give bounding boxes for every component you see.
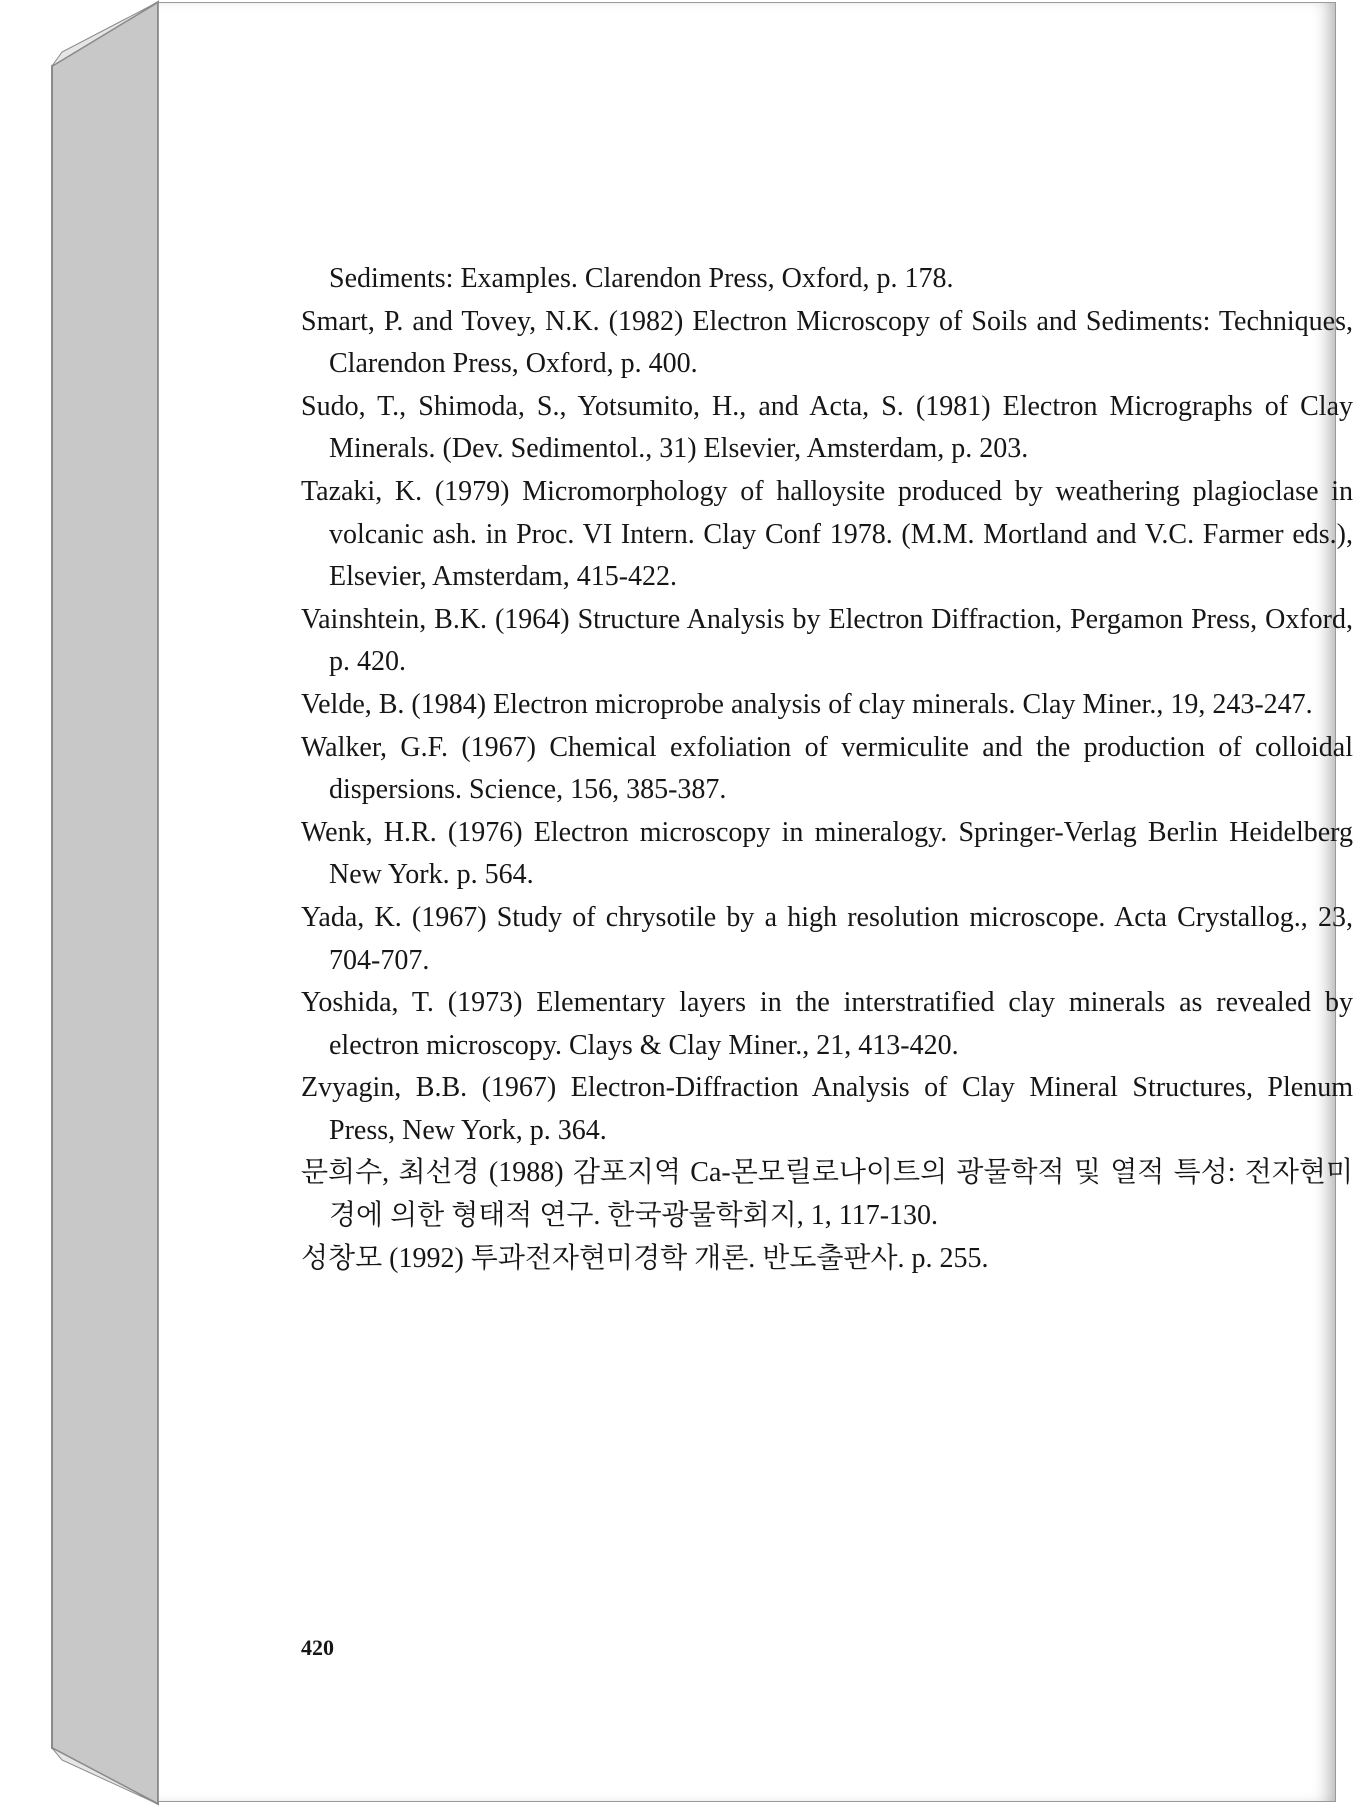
reference-entry: Wenk, H.R. (1976) Electron microscopy in mineralogy. Springer-Verlag Berlin Heidelberg New York. p. 564. <box>301 816 1353 891</box>
reference-entry: Yada, K. (1967) Study of chrysotile by a high resolution microscope. Acta Crystallog., 23, 704-707. <box>301 901 1353 976</box>
reference-entry: Smart, P. and Tovey, N.K. (1982) Electron Microscopy of Soils and Sediments: Techniques, Clarendon Press, Oxford, p. 400. <box>301 305 1353 380</box>
reference-entry: Vainshtein, B.K. (1964) Structure Analysis by Electron Diffraction, Pergamon Press, Oxford, p. 420. <box>301 603 1353 678</box>
reference-entry: Sudo, T., Shimoda, S., Yotsumito, H., and Acta, S. (1981) Electron Micrographs of Clay Minerals. (Dev. Sedimentol., 31) Elsevier, Amsterdam, p. 203. <box>301 390 1353 465</box>
page-number: 420 <box>301 1635 334 1660</box>
reference-entry: Yoshida, T. (1973) Elementary layers in the interstratified clay minerals as revealed by electron microscopy. Clays & Clay Miner., 21, 413-420. <box>301 987 1353 1061</box>
reference-entry: Tazaki, K. (1979) Micromorphology of halloysite produced by weathering plagioclase in volcanic ash. in Proc. VI Intern. Clay Conf 1978. (M.M. Mortland and V.C. Farmer eds.), Elsevier, Amsterdam, 415-422. <box>301 475 1353 593</box>
reference-entry-continuation: Sediments: Examples. Clarendon Press, Oxford, p. 178. <box>329 263 954 294</box>
reference-entry: 성창모 (1992) 투과전자현미경학 개론. 반도출판사. p. 255. <box>301 1242 989 1274</box>
reference-entry: Velde, B. (1984) Electron microprobe analysis of clay minerals. Clay Miner., 19, 243-247. <box>301 688 1313 720</box>
reference-entry: Walker, G.F. (1967) Chemical exfoliation of vermiculite and the production of colloidal dispersions. Science, 156, 385-387. <box>301 731 1353 806</box>
reference-entry: 문희수, 최선경 (1988) 감포지역 Ca-몬모릴로나이트의 광물학적 및 열적 특성: 전자현미경에 의한 형태적 연구. 한국광물학회지, 1, 117-130. <box>301 1157 1353 1232</box>
reference-list <box>301 258 1353 1280</box>
book-page <box>158 2 1353 1802</box>
reference-entry: Zvyagin, B.B. (1967) Electron-Diffraction Analysis of Clay Mineral Structures, Plenum Press, New York, p. 364. <box>301 1072 1353 1146</box>
